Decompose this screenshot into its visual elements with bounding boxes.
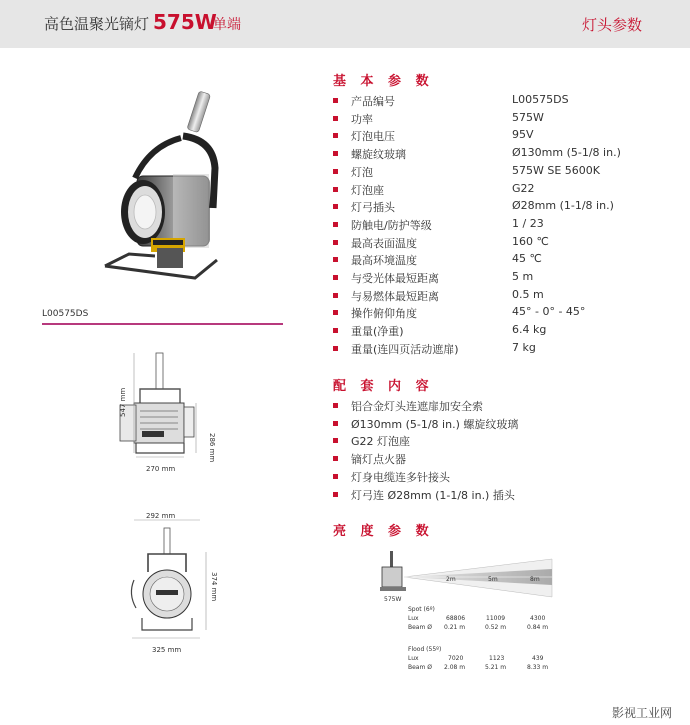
spec-label: 与受光体最短距离 (351, 272, 439, 285)
page-header (0, 0, 690, 48)
bullet (333, 240, 338, 245)
accessory-item (333, 397, 653, 415)
distance-label: 8m (530, 576, 540, 583)
side-width: 270 mm (146, 465, 176, 473)
distance-label: 2m (446, 576, 456, 583)
side-height-total: 547 mm (119, 387, 127, 417)
flood-lux-value: 7020 (448, 655, 464, 662)
flood-title: Flood (55º) (408, 646, 442, 653)
spec-label: 操作俯仰角度 (351, 307, 417, 321)
spec-label: 灯泡座 (351, 183, 384, 197)
spec-row (333, 251, 633, 269)
photo-caption: L00575DS (42, 309, 89, 319)
spec-label: 防触电/防护等级 (351, 218, 432, 232)
spec-value: 45 ℃ (512, 252, 542, 266)
front-height: 374 mm (210, 572, 218, 602)
accessory-item (333, 415, 653, 433)
spot-lux-value: 11009 (486, 615, 506, 622)
specs-section-title: 基 本 参 数 (333, 74, 434, 89)
bullet (333, 328, 338, 333)
flood-beam-value: 2.08 m (444, 664, 466, 671)
bullet (333, 421, 338, 426)
spec-label: 重量(净重) (351, 325, 404, 339)
flood-lux-value: 439 (532, 655, 544, 662)
spec-value: 160 ℃ (512, 234, 549, 248)
bullet (333, 310, 338, 315)
spec-label: 螺旋纹玻璃 (351, 148, 406, 162)
flood-lux-label: Lux (408, 655, 419, 662)
accessory-item (333, 450, 653, 468)
accessory-item (333, 468, 653, 486)
bullet (333, 293, 338, 298)
section-label: 灯头参数 (581, 16, 642, 34)
bullet (333, 151, 338, 156)
spec-row (333, 304, 633, 322)
spec-label: 最高环境温度 (351, 254, 417, 268)
bullet (333, 222, 338, 227)
spot-beam-value: 0.21 m (444, 624, 466, 631)
spec-row (333, 269, 633, 287)
spec-label: 重量(连四页活动遮扉) (351, 342, 459, 356)
bullet (333, 456, 338, 461)
spec-label: 功率 (351, 112, 373, 126)
spot-title: Spot (6º) (408, 606, 435, 613)
accessory-label: 灯弓连 Ø28mm (1-1/8 in.) 插头 (351, 488, 515, 502)
spec-label: 与易燃体最短距离 (351, 289, 439, 303)
spec-row (333, 340, 633, 358)
spec-row (333, 198, 633, 216)
page-title: 高色温聚光镝灯 (44, 15, 150, 33)
flood-lux-value: 1123 (489, 655, 505, 662)
spec-row (333, 287, 633, 305)
spot-lux-value: 4300 (530, 615, 546, 622)
accessories-section-title: 配 套 内 容 (333, 379, 434, 394)
front-width-bottom: 325 mm (152, 646, 182, 654)
distance-label: 5m (488, 576, 498, 583)
spec-label: 灯泡 (351, 165, 373, 179)
spec-value: 45° - 0° - 45° (512, 305, 586, 319)
page-subtitle: 单端 (213, 17, 241, 33)
spec-value: 7 kg (512, 340, 536, 354)
side-dimension-drawing (100, 345, 230, 480)
spec-value: L00575DS (512, 93, 569, 106)
accessory-label: Ø130mm (5-1/8 in.) 螺旋纹玻璃 (351, 417, 519, 431)
spec-row (333, 322, 633, 340)
flood-beam-label: Beam Ø (408, 664, 432, 671)
bullet (333, 275, 338, 280)
bullet (333, 346, 338, 351)
accessory-item (333, 432, 653, 450)
spec-value: 0.5 m (512, 287, 544, 301)
bullet (333, 257, 338, 262)
spot-lux-label: Lux (408, 615, 419, 622)
spec-label: 灯弓插头 (351, 201, 395, 215)
bullet (333, 438, 338, 443)
flood-beam-value: 5.21 m (485, 664, 507, 671)
bullet (333, 492, 338, 497)
lamp-label: 575W (384, 596, 402, 603)
accessory-label: 灯身电缆连多针接头 (351, 470, 450, 484)
product-photo (95, 88, 230, 283)
spec-value: 95V (512, 128, 534, 142)
spec-value: 5 m (512, 270, 534, 283)
model-power: 575W (153, 10, 217, 34)
spec-value: Ø28mm (1-1/8 in.) (512, 199, 614, 213)
spec-row (333, 216, 633, 234)
spot-beam-value: 0.52 m (485, 624, 507, 631)
spec-label: 灯泡电压 (351, 130, 395, 144)
front-width-top: 292 mm (146, 512, 176, 520)
spot-beam-value: 0.84 m (527, 624, 549, 631)
spec-value: 1 / 23 (512, 216, 544, 230)
bullet (333, 98, 338, 103)
side-height-body: 286 mm (208, 433, 216, 463)
bullet (333, 169, 338, 174)
accessory-label: 镝灯点火器 (351, 453, 406, 467)
spec-row (333, 181, 633, 199)
spec-label: 产品编号 (351, 95, 395, 108)
accessory-label: G22 灯泡座 (351, 435, 411, 449)
spec-value: 575W SE 5600K (512, 163, 601, 177)
accessory-label: 铝合金灯头连遮扉加安全索 (351, 400, 483, 413)
caption-divider (42, 323, 283, 325)
spec-value: Ø130mm (5-1/8 in.) (512, 146, 621, 160)
spec-value: G22 (512, 181, 535, 195)
accessory-item (333, 486, 653, 504)
spot-beam-label: Beam Ø (408, 624, 432, 631)
spec-row (333, 110, 633, 128)
spec-label: 最高表面温度 (351, 236, 417, 250)
spec-row (333, 234, 633, 252)
bullet (333, 403, 338, 408)
spec-row (333, 163, 633, 181)
spec-value: 575W (512, 110, 544, 124)
bullet (333, 116, 338, 121)
spec-value: 6.4 kg (512, 323, 547, 337)
brightness-diagram (372, 545, 572, 675)
flood-beam-value: 8.33 m (527, 664, 549, 671)
brightness-section-title: 亮 度 参 数 (333, 524, 434, 539)
spec-row (333, 145, 633, 163)
bullet (333, 474, 338, 479)
watermark: 影视工业网 (611, 706, 672, 720)
spot-lux-value: 68806 (446, 615, 466, 622)
bullet (333, 204, 338, 209)
spec-row (333, 92, 633, 110)
front-dimension-drawing (120, 510, 230, 660)
spec-row (333, 127, 633, 145)
bullet (333, 187, 338, 192)
bullet (333, 133, 338, 138)
